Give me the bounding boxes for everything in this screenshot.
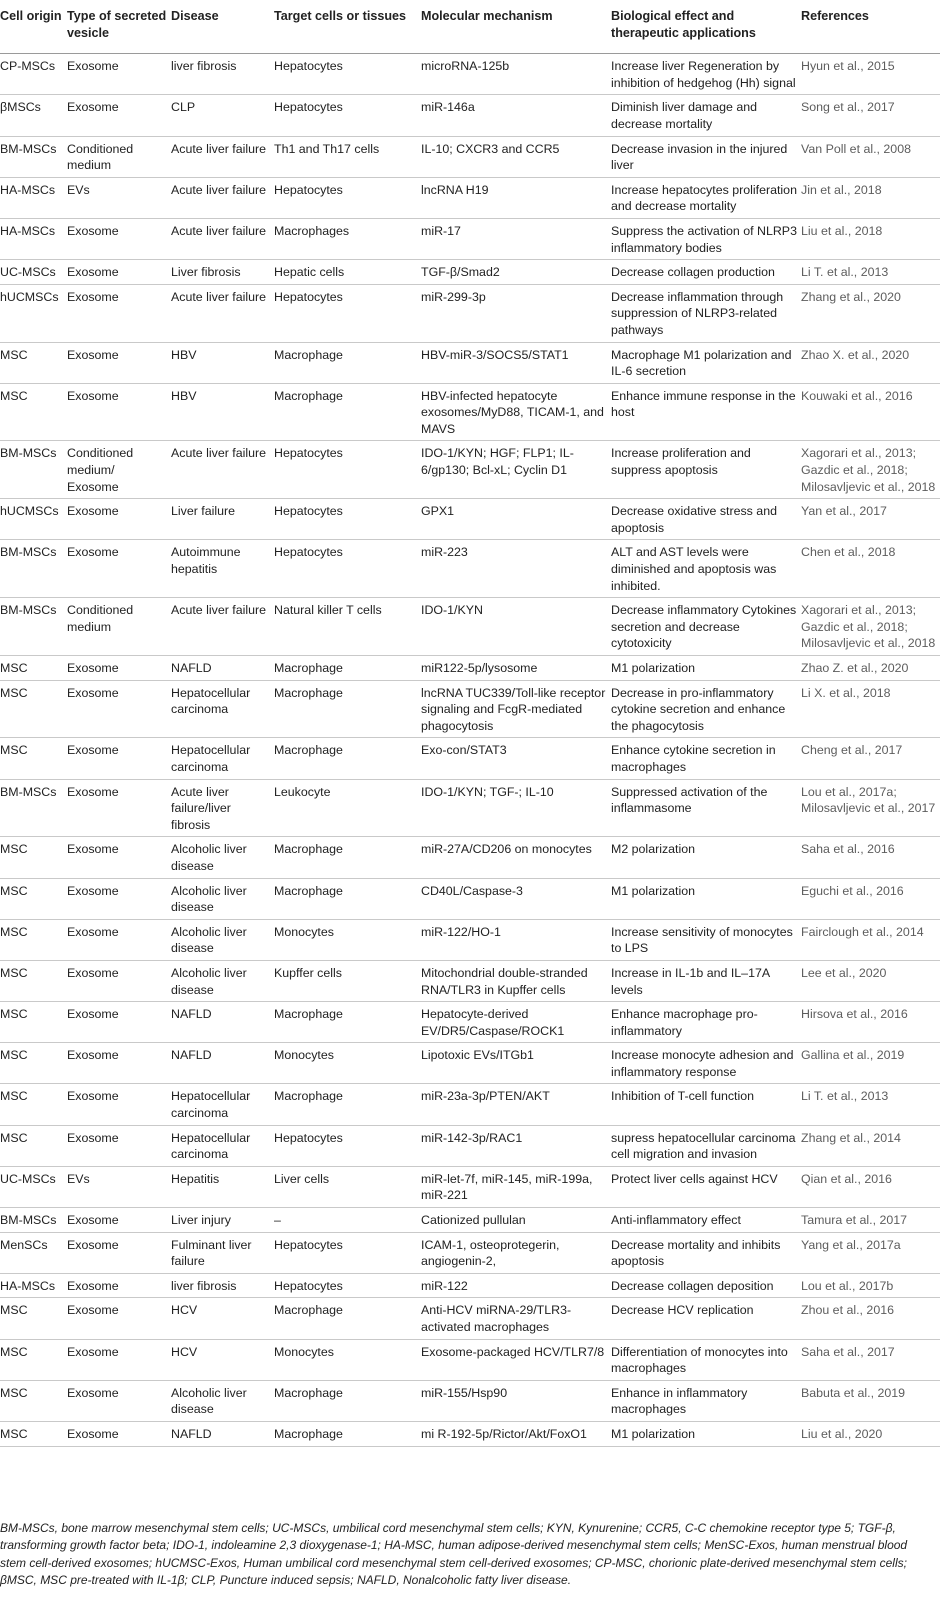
cell-target-cells: Th1 and Th17 cells [274, 136, 421, 177]
cell-effect: Decrease mortality and inhibits apoptosis [611, 1232, 801, 1273]
table-row [0, 738, 940, 779]
cell-vesicle-type: Exosome [67, 1421, 171, 1446]
cell-mechanism: lncRNA TUC339/Toll-like receptor signaling and FcgR-mediated phagocytosis [421, 680, 611, 738]
cell-disease: NAFLD [171, 1043, 274, 1084]
table-row [0, 441, 940, 499]
cell-target-cells: Monocytes [274, 1339, 421, 1380]
cell-vesicle-type: Exosome [67, 878, 171, 919]
cell-reference: Zhao Z. et al., 2020 [801, 656, 940, 681]
cell-mechanism: Exosome-packaged HCV/TLR7/8 [421, 1339, 611, 1380]
table-row [0, 960, 940, 1001]
cell-effect: Decrease invasion in the injured liver [611, 136, 801, 177]
table-row [0, 499, 940, 540]
table-row [0, 779, 940, 837]
table-row [0, 837, 940, 878]
cell-vesicle-type: Exosome [67, 1125, 171, 1166]
cell-reference: Zhou et al., 2016 [801, 1298, 940, 1339]
table-row [0, 656, 940, 681]
cell-vesicle-type: Exosome [67, 342, 171, 383]
cell-mechanism: CD40L/Caspase-3 [421, 878, 611, 919]
cell-cell-origin: MSC [0, 383, 67, 441]
cell-cell-origin: MSC [0, 1298, 67, 1339]
cell-mechanism: miR-27A/CD206 on monocytes [421, 837, 611, 878]
cell-disease: Liver fibrosis [171, 260, 274, 285]
cell-target-cells: Hepatocytes [274, 441, 421, 499]
table-row [0, 1125, 940, 1166]
cell-cell-origin: MSC [0, 1084, 67, 1125]
table-row [0, 284, 940, 342]
cell-disease: HCV [171, 1339, 274, 1380]
cell-target-cells: Macrophage [274, 1380, 421, 1421]
cell-reference: Song et al., 2017 [801, 95, 940, 136]
cell-reference: Lee et al., 2020 [801, 960, 940, 1001]
cell-reference: Eguchi et al., 2016 [801, 878, 940, 919]
cell-target-cells: Macrophage [274, 837, 421, 878]
cell-effect: Suppressed activation of the inflammasome [611, 779, 801, 837]
cell-vesicle-type: Conditioned medium [67, 136, 171, 177]
cell-mechanism: Lipotoxic EVs/ITGb1 [421, 1043, 611, 1084]
cell-effect: Decrease inflammatory Cytokines secretion and decrease cytotoxicity [611, 598, 801, 656]
cell-cell-origin: BM-MSCs [0, 441, 67, 499]
cell-vesicle-type: Exosome [67, 1298, 171, 1339]
cell-effect: ALT and AST levels were diminished and apoptosis was inhibited. [611, 540, 801, 598]
cell-cell-origin: BM-MSCs [0, 540, 67, 598]
header-row [0, 0, 940, 54]
cell-cell-origin: UC-MSCs [0, 1166, 67, 1207]
cell-target-cells: Monocytes [274, 919, 421, 960]
cell-effect: Decrease collagen deposition [611, 1273, 801, 1298]
cell-vesicle-type: Exosome [67, 540, 171, 598]
cell-effect: Increase hepatocytes proliferation and decrease mortality [611, 177, 801, 218]
cell-vesicle-type: EVs [67, 177, 171, 218]
cell-disease: Hepatocellular carcinoma [171, 738, 274, 779]
cell-effect: Decrease oxidative stress and apoptosis [611, 499, 801, 540]
cell-target-cells: Macrophage [274, 1298, 421, 1339]
cell-disease: Acute liver failure [171, 598, 274, 656]
cell-target-cells: Hepatic cells [274, 260, 421, 285]
table-row [0, 878, 940, 919]
cell-effect: supress hepatocellular carcinoma cell migration and invasion [611, 1125, 801, 1166]
cell-target-cells: Macrophage [274, 738, 421, 779]
cell-cell-origin: MSC [0, 837, 67, 878]
cell-vesicle-type: Exosome [67, 960, 171, 1001]
table-row [0, 1232, 940, 1273]
cell-reference: Kouwaki et al., 2016 [801, 383, 940, 441]
cell-mechanism: Mitochondrial double-stranded RNA/TLR3 in Kupffer cells [421, 960, 611, 1001]
cell-reference: Gallina et al., 2019 [801, 1043, 940, 1084]
cell-reference: Cheng et al., 2017 [801, 738, 940, 779]
cell-mechanism: miR-17 [421, 218, 611, 259]
cell-reference: Saha et al., 2017 [801, 1339, 940, 1380]
cell-effect: M2 polarization [611, 837, 801, 878]
table-row [0, 680, 940, 738]
cell-reference: Lou et al., 2017a; Milosavljevic et al., 2017 [801, 779, 940, 837]
cell-cell-origin: MSC [0, 1380, 67, 1421]
table-row [0, 1339, 940, 1380]
cell-mechanism: Hepatocyte-derived EV/DR5/Caspase/ROCK1 [421, 1002, 611, 1043]
cell-reference: Qian et al., 2016 [801, 1166, 940, 1207]
cell-disease: Hepatocellular carcinoma [171, 1125, 274, 1166]
cell-disease: Autoimmune hepatitis [171, 540, 274, 598]
cell-effect: Enhance in inflammatory macrophages [611, 1380, 801, 1421]
cell-vesicle-type: Exosome [67, 1208, 171, 1233]
cell-disease: Liver injury [171, 1208, 274, 1233]
cell-disease: Acute liver failure [171, 284, 274, 342]
cell-reference: Zhao X. et al., 2020 [801, 342, 940, 383]
cell-cell-origin: hUCMSCs [0, 284, 67, 342]
cell-effect: Enhance cytokine secretion in macrophages [611, 738, 801, 779]
table-row [0, 383, 940, 441]
cell-reference: Yang et al., 2017a [801, 1232, 940, 1273]
cell-disease: HCV [171, 1298, 274, 1339]
cell-vesicle-type: Exosome [67, 680, 171, 738]
cell-disease: Hepatocellular carcinoma [171, 1084, 274, 1125]
cell-disease: Alcoholic liver disease [171, 1380, 274, 1421]
cell-disease: Acute liver failure [171, 177, 274, 218]
cell-disease: Hepatitis [171, 1166, 274, 1207]
cell-vesicle-type: Exosome [67, 260, 171, 285]
header-target-cells: Target cells or tissues [274, 0, 421, 54]
cell-target-cells: Macrophage [274, 1084, 421, 1125]
cell-vesicle-type: Exosome [67, 218, 171, 259]
cell-effect: M1 polarization [611, 1421, 801, 1446]
cell-cell-origin: UC-MSCs [0, 260, 67, 285]
cell-vesicle-type: Exosome [67, 1002, 171, 1043]
cell-vesicle-type: Exosome [67, 1339, 171, 1380]
cell-mechanism: HBV-infected hepatocyte exosomes/MyD88, TICAM-1, and MAVS [421, 383, 611, 441]
table-row [0, 1002, 940, 1043]
header-disease: Disease [171, 0, 274, 54]
cell-target-cells: Kupffer cells [274, 960, 421, 1001]
cell-cell-origin: MSC [0, 878, 67, 919]
cell-vesicle-type: Exosome [67, 284, 171, 342]
cell-effect: Decrease collagen production [611, 260, 801, 285]
cell-cell-origin: HA-MSCs [0, 218, 67, 259]
cell-disease: HBV [171, 342, 274, 383]
cell-reference: Liu et al., 2020 [801, 1421, 940, 1446]
cell-target-cells: Macrophage [274, 1421, 421, 1446]
cell-vesicle-type: Exosome [67, 656, 171, 681]
cell-reference: Zhang et al., 2020 [801, 284, 940, 342]
cell-disease: liver fibrosis [171, 1273, 274, 1298]
table-row [0, 1166, 940, 1207]
cell-mechanism: IDO-1/KYN [421, 598, 611, 656]
cell-vesicle-type: Conditioned medium/ Exosome [67, 441, 171, 499]
cell-target-cells: Monocytes [274, 1043, 421, 1084]
cell-mechanism: miR-122/HO-1 [421, 919, 611, 960]
cell-effect: Decrease in pro-inflammatory cytokine secretion and enhance the phagocytosis [611, 680, 801, 738]
cell-cell-origin: BM-MSCs [0, 1208, 67, 1233]
cell-disease: liver fibrosis [171, 54, 274, 95]
cell-mechanism: miR-299-3p [421, 284, 611, 342]
cell-target-cells: Macrophage [274, 878, 421, 919]
cell-target-cells: Hepatocytes [274, 95, 421, 136]
cell-cell-origin: MSC [0, 919, 67, 960]
cell-mechanism: miR-142-3p/RAC1 [421, 1125, 611, 1166]
cell-mechanism: miR122-5p/lysosome [421, 656, 611, 681]
cell-mechanism: GPX1 [421, 499, 611, 540]
cell-effect: Suppress the activation of NLRP3 inflammatory bodies [611, 218, 801, 259]
table-row [0, 1043, 940, 1084]
cell-mechanism: miR-146a [421, 95, 611, 136]
cell-effect: Increase liver Regeneration by inhibition of hedgehog (Hh) signal [611, 54, 801, 95]
cell-cell-origin: MSC [0, 1002, 67, 1043]
cell-vesicle-type: Exosome [67, 1380, 171, 1421]
cell-mechanism: Cationized pullulan [421, 1208, 611, 1233]
cell-target-cells: Macrophage [274, 1002, 421, 1043]
cell-reference: Jin et al., 2018 [801, 177, 940, 218]
cell-vesicle-type: Exosome [67, 919, 171, 960]
cell-target-cells: Hepatocytes [274, 177, 421, 218]
table-row [0, 54, 940, 95]
table-row [0, 95, 940, 136]
header-vesicle-type: Type of secreted vesicle [67, 0, 171, 54]
cell-disease: Fulminant liver failure [171, 1232, 274, 1273]
cell-target-cells: – [274, 1208, 421, 1233]
cell-reference: Li T. et al., 2013 [801, 1084, 940, 1125]
cell-disease: Acute liver failure [171, 218, 274, 259]
cell-effect: Increase proliferation and suppress apoptosis [611, 441, 801, 499]
header-biological-effect: Biological effect and therapeutic applications [611, 0, 801, 54]
cell-reference: Li T. et al., 2013 [801, 260, 940, 285]
cell-target-cells: Hepatocytes [274, 284, 421, 342]
cell-mechanism: mi R-192-5p/Rictor/Akt/FoxO1 [421, 1421, 611, 1446]
cell-cell-origin: MSC [0, 960, 67, 1001]
cell-target-cells: Macrophage [274, 680, 421, 738]
cell-disease: Acute liver failure [171, 136, 274, 177]
table-row [0, 260, 940, 285]
cell-target-cells: Macrophage [274, 656, 421, 681]
cell-target-cells: Leukocyte [274, 779, 421, 837]
cell-mechanism: microRNA-125b [421, 54, 611, 95]
cell-disease: NAFLD [171, 656, 274, 681]
cell-mechanism: miR-155/Hsp90 [421, 1380, 611, 1421]
cell-reference: Li X. et al., 2018 [801, 680, 940, 738]
cell-reference: Babuta et al., 2019 [801, 1380, 940, 1421]
cell-vesicle-type: Exosome [67, 383, 171, 441]
cell-vesicle-type: EVs [67, 1166, 171, 1207]
cell-mechanism: miR-223 [421, 540, 611, 598]
cell-effect: Diminish liver damage and decrease mortality [611, 95, 801, 136]
cell-target-cells: Hepatocytes [274, 54, 421, 95]
cell-disease: Alcoholic liver disease [171, 919, 274, 960]
cell-cell-origin: CP-MSCs [0, 54, 67, 95]
table-row [0, 1084, 940, 1125]
cell-reference: Hyun et al., 2015 [801, 54, 940, 95]
cell-target-cells: Hepatocytes [274, 1232, 421, 1273]
cell-vesicle-type: Exosome [67, 1084, 171, 1125]
cell-effect: Increase sensitivity of monocytes to LPS [611, 919, 801, 960]
cell-disease: Alcoholic liver disease [171, 960, 274, 1001]
cell-cell-origin: BM-MSCs [0, 598, 67, 656]
cell-reference: Xagorari et al., 2013; Gazdic et al., 2018; Milosavljevic et al., 2018 [801, 441, 940, 499]
cell-effect: Differentiation of monocytes into macrophages [611, 1339, 801, 1380]
cell-target-cells: Natural killer T cells [274, 598, 421, 656]
cell-cell-origin: BM-MSCs [0, 779, 67, 837]
cell-vesicle-type: Conditioned medium [67, 598, 171, 656]
cell-reference: Hirsova et al., 2016 [801, 1002, 940, 1043]
cell-effect: M1 polarization [611, 878, 801, 919]
cell-vesicle-type: Exosome [67, 54, 171, 95]
header-molecular-mechanism: Molecular mechanism [421, 0, 611, 54]
cell-mechanism: miR-122 [421, 1273, 611, 1298]
cell-effect: Enhance immune response in the host [611, 383, 801, 441]
cell-target-cells: Hepatocytes [274, 1125, 421, 1166]
cell-vesicle-type: Exosome [67, 1273, 171, 1298]
cell-disease: HBV [171, 383, 274, 441]
cell-cell-origin: HA-MSCs [0, 177, 67, 218]
cell-reference: Xagorari et al., 2013; Gazdic et al., 2018; Milosavljevic et al., 2018 [801, 598, 940, 656]
table-row [0, 598, 940, 656]
table-footnote: BM-MSCs, bone marrow mesenchymal stem cells; UC-MSCs, umbilical cord mesenchymal stem cells; KYN, Kynurenine; CCR5, C-C chemokine receptor type 5; TGF-β, transforming growth factor beta; IDO-1, indoleamine 2,3 dioxygenase-1; HA-MSC, human adipose-derived mesenchymal stem cells; MenSC-Exos, human menstrual blood stem cell-derived exosomes; hUCMSC-Exos, Human umbilical cord mesenchymal stem cell-derived exosomes; CP-MSC, chorionic plate-derived mesenchymal stem cells; βMSC, MSC pre-treated with IL-1β; CLP, Puncture induced sepsis; NAFLD, Nonalcoholic fatty liver disease. [0, 1521, 908, 1588]
header-references: References [801, 0, 940, 54]
cell-vesicle-type: Exosome [67, 837, 171, 878]
cell-mechanism: IDO-1/KYN; TGF-; IL-10 [421, 779, 611, 837]
cell-mechanism: miR-23a-3p/PTEN/AKT [421, 1084, 611, 1125]
cell-target-cells: Hepatocytes [274, 1273, 421, 1298]
cell-disease: Acute liver failure [171, 441, 274, 499]
cell-cell-origin: MSC [0, 1339, 67, 1380]
cell-reference: Fairclough et al., 2014 [801, 919, 940, 960]
cell-mechanism: IL-10; CXCR3 and CCR5 [421, 136, 611, 177]
cell-mechanism: IDO-1/KYN; HGF; FLP1; IL-6/gp130; Bcl-xL; Cyclin D1 [421, 441, 611, 499]
cell-disease: Alcoholic liver disease [171, 878, 274, 919]
cell-cell-origin: BM-MSCs [0, 136, 67, 177]
cell-vesicle-type: Exosome [67, 499, 171, 540]
cell-effect: Decrease HCV replication [611, 1298, 801, 1339]
cell-effect: Decrease inflammation through suppression of NLRP3-related pathways [611, 284, 801, 342]
cell-effect: M1 polarization [611, 656, 801, 681]
cell-mechanism: Exo-con/STAT3 [421, 738, 611, 779]
cell-effect: Increase in IL-1b and IL–17A levels [611, 960, 801, 1001]
cell-cell-origin: MSC [0, 342, 67, 383]
cell-cell-origin: MSC [0, 738, 67, 779]
cell-effect: Anti-inflammatory effect [611, 1208, 801, 1233]
table-row [0, 1298, 940, 1339]
cell-disease: Liver failure [171, 499, 274, 540]
cell-reference: Saha et al., 2016 [801, 837, 940, 878]
cell-effect: Inhibition of T-cell function [611, 1084, 801, 1125]
cell-cell-origin: hUCMSCs [0, 499, 67, 540]
cell-mechanism: TGF-β/Smad2 [421, 260, 611, 285]
cell-vesicle-type: Exosome [67, 1232, 171, 1273]
cell-cell-origin: MSC [0, 656, 67, 681]
cell-cell-origin: MenSCs [0, 1232, 67, 1273]
table-row [0, 540, 940, 598]
cell-effect: Increase monocyte adhesion and inflammatory response [611, 1043, 801, 1084]
table-row [0, 218, 940, 259]
table-row [0, 1208, 940, 1233]
cell-mechanism: Anti-HCV miRNA-29/TLR3-activated macrophages [421, 1298, 611, 1339]
cell-cell-origin: βMSCs [0, 95, 67, 136]
cell-reference: Chen et al., 2018 [801, 540, 940, 598]
cell-disease: Hepatocellular carcinoma [171, 680, 274, 738]
cell-target-cells: Hepatocytes [274, 540, 421, 598]
cell-reference: Yan et al., 2017 [801, 499, 940, 540]
cell-mechanism: lncRNA H19 [421, 177, 611, 218]
cell-cell-origin: HA-MSCs [0, 1273, 67, 1298]
cell-cell-origin: MSC [0, 1043, 67, 1084]
table-row [0, 919, 940, 960]
cell-target-cells: Liver cells [274, 1166, 421, 1207]
cell-reference: Zhang et al., 2014 [801, 1125, 940, 1166]
table-body [0, 54, 940, 1446]
cell-disease: CLP [171, 95, 274, 136]
cell-cell-origin: MSC [0, 680, 67, 738]
table-row [0, 342, 940, 383]
cell-mechanism: miR-let-7f, miR-145, miR-199a, miR-221 [421, 1166, 611, 1207]
cell-disease: Alcoholic liver disease [171, 837, 274, 878]
cell-reference: Lou et al., 2017b [801, 1273, 940, 1298]
cell-target-cells: Hepatocytes [274, 499, 421, 540]
cell-mechanism: HBV-miR-3/SOCS5/STAT1 [421, 342, 611, 383]
cell-effect: Protect liver cells against HCV [611, 1166, 801, 1207]
cell-reference: Tamura et al., 2017 [801, 1208, 940, 1233]
table-row [0, 1380, 940, 1421]
cell-effect: Enhance macrophage pro-inflammatory [611, 1002, 801, 1043]
cell-disease: NAFLD [171, 1421, 274, 1446]
cell-vesicle-type: Exosome [67, 95, 171, 136]
cell-cell-origin: MSC [0, 1125, 67, 1166]
cell-disease: Acute liver failure/liver fibrosis [171, 779, 274, 837]
cell-target-cells: Macrophage [274, 383, 421, 441]
cell-reference: Van Poll et al., 2008 [801, 136, 940, 177]
table-row [0, 1273, 940, 1298]
cell-disease: NAFLD [171, 1002, 274, 1043]
cell-vesicle-type: Exosome [67, 779, 171, 837]
cell-mechanism: ICAM-1, osteoprotegerin, angiogenin-2, [421, 1232, 611, 1273]
cell-vesicle-type: Exosome [67, 738, 171, 779]
table-row [0, 177, 940, 218]
cell-target-cells: Macrophages [274, 218, 421, 259]
cell-vesicle-type: Exosome [67, 1043, 171, 1084]
table-row [0, 1421, 940, 1446]
table-row [0, 136, 940, 177]
header-cell-origin: Cell origin [0, 0, 67, 54]
cell-effect: Macrophage M1 polarization and IL-6 secretion [611, 342, 801, 383]
cell-reference: Liu et al., 2018 [801, 218, 940, 259]
cell-cell-origin: MSC [0, 1421, 67, 1446]
cell-target-cells: Macrophage [274, 342, 421, 383]
